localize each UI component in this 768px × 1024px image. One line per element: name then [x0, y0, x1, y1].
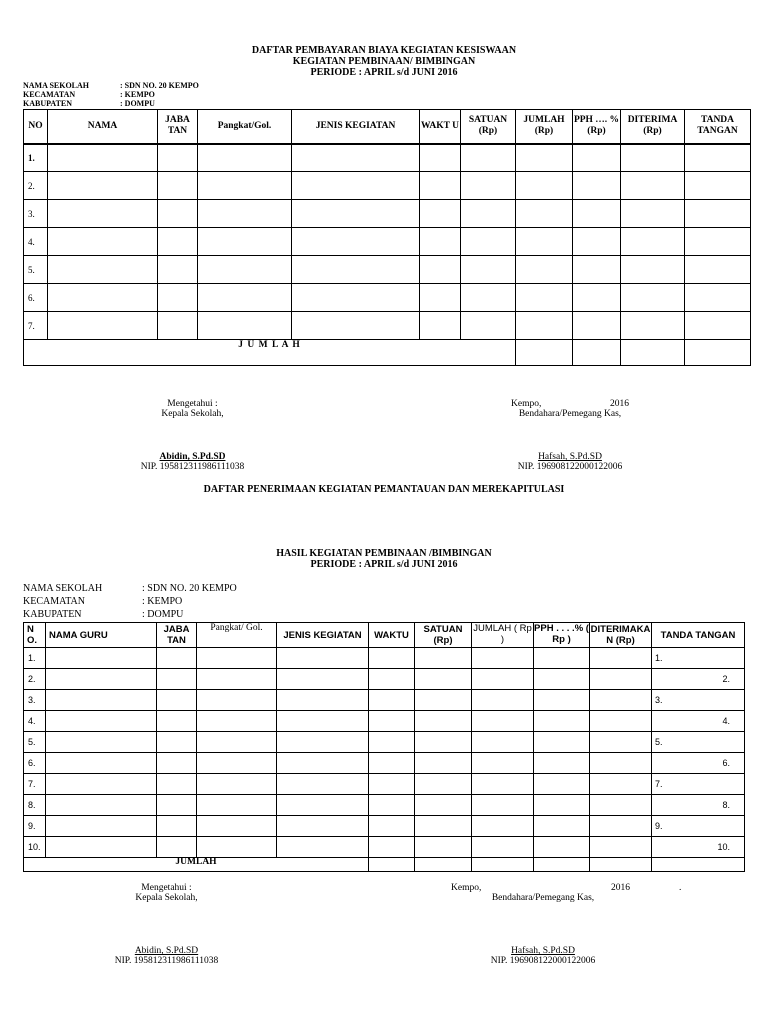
- row-number: 3.: [24, 200, 48, 228]
- section1-sign-right-place: [511, 399, 541, 409]
- table-row: [24, 669, 745, 690]
- header-diterima: DITERIMA (Rp): [621, 110, 685, 144]
- sign-role: Kepala Sekolah,: [161, 409, 224, 419]
- header-nama-guru: NAMA GURU: [46, 623, 157, 648]
- signature-slot: 3.: [652, 690, 745, 711]
- table-cell: [590, 732, 652, 753]
- signatory-name: Hafsah, S.Pd.SD: [511, 946, 575, 956]
- table-cell: [46, 774, 157, 795]
- table-row: [24, 816, 745, 837]
- section2-sign-left: [94, 883, 239, 903]
- table-cell: [46, 837, 157, 858]
- header-jumlah: JUMLAH (Rp): [516, 110, 573, 144]
- info-value: : DOMPU: [120, 99, 155, 108]
- table-cell: [197, 795, 277, 816]
- table-cell: [369, 711, 415, 732]
- section2-school-info: [23, 582, 237, 621]
- header-jabatan: JABA TAN: [158, 110, 198, 144]
- signature-slot: 2.: [652, 669, 745, 690]
- table-cell: [472, 690, 534, 711]
- info-value: : DOMPU: [142, 609, 184, 620]
- section2-sign-right-place: [451, 883, 481, 893]
- table-cell: [197, 669, 277, 690]
- section1-title: [0, 45, 768, 78]
- row-number: 3.: [24, 690, 46, 711]
- table-row: [24, 753, 745, 774]
- signatory-name: Abidin, S.Pd.SD: [159, 452, 226, 462]
- table-cell: [472, 648, 534, 669]
- table-cell: [534, 858, 590, 872]
- section1-sign-right-name: [490, 452, 650, 472]
- table-cell: [415, 690, 472, 711]
- table-cell: [277, 732, 369, 753]
- header-diterima: DITERIMAKA N (Rp): [590, 624, 651, 646]
- table-cell: [472, 858, 534, 872]
- table-cell: [534, 711, 590, 732]
- header-satuan: SATUAN (Rp): [461, 110, 516, 144]
- table-cell: [590, 837, 652, 858]
- table-cell: [197, 690, 277, 711]
- header-jumlah: JUMLAH ( Rp ): [472, 623, 534, 648]
- section2-title-line: PERIODE : APRIL s/d JUNI 2016: [310, 559, 458, 570]
- row-number: 6.: [24, 753, 46, 774]
- row-number: 1.: [24, 144, 48, 172]
- info-label: KECAMATAN: [23, 90, 76, 99]
- row-number: 10.: [24, 837, 46, 858]
- signatory-nip: NIP. 195812311986111038: [114, 956, 219, 966]
- signatory-name: Hafsah, S.Pd.SD: [538, 452, 602, 462]
- table-cell: [415, 732, 472, 753]
- row-number: 7.: [24, 312, 48, 340]
- signature-slot: 4.: [652, 711, 745, 732]
- section1-title-line: PERIODE : APRIL s/d JUNI 2016: [310, 67, 458, 78]
- info-value: : KEMPO: [142, 596, 183, 607]
- sign-place: Kempo,: [511, 399, 542, 409]
- total-label: J U M L A H: [24, 340, 516, 366]
- header-nama: NAMA: [48, 110, 158, 144]
- signature-slot: 7.: [652, 774, 745, 795]
- table-cell: [157, 753, 197, 774]
- row-number: 4.: [24, 711, 46, 732]
- table-row: [24, 284, 751, 312]
- sign-role: Bendahara/Pemegang Kas,: [518, 409, 622, 419]
- header-no: NO: [24, 110, 48, 144]
- section1-title-line: DAFTAR PEMBAYARAN BIAYA KEGIATAN KESISWAAN: [251, 45, 517, 56]
- table-row: [24, 228, 751, 256]
- row-number: 4.: [24, 228, 48, 256]
- info-label: KECAMATAN: [23, 596, 85, 607]
- table-cell: [415, 753, 472, 774]
- signature-slot: 9.: [652, 816, 745, 837]
- table-cell: [472, 816, 534, 837]
- sign-dot: .: [679, 883, 682, 893]
- table-cell: [157, 648, 197, 669]
- header-tanda-tangan: TANDA TANGAN: [685, 110, 751, 144]
- table-cell: [277, 648, 369, 669]
- table-cell: [534, 648, 590, 669]
- table-cell: [590, 753, 652, 774]
- table-cell: [534, 732, 590, 753]
- sign-role: Bendahara/Pemegang Kas,: [491, 893, 595, 903]
- table-cell: [590, 774, 652, 795]
- table-row: [24, 172, 751, 200]
- header-pangkat: Pangkat/Gol.: [198, 110, 292, 144]
- signatory-nip: NIP. 196908122000122006: [490, 956, 596, 966]
- table-cell: [277, 837, 369, 858]
- table-row: [24, 256, 751, 284]
- table-cell: [590, 669, 652, 690]
- table-cell: [590, 648, 652, 669]
- table-cell: [415, 816, 472, 837]
- header-pph: PPH …. % (Rp): [573, 110, 621, 144]
- table-row: [24, 774, 745, 795]
- table-cell: [46, 669, 157, 690]
- table-cell: [415, 837, 472, 858]
- header-tanda-tangan: TANDA TANGAN: [652, 623, 745, 648]
- table-cell: [415, 858, 472, 872]
- table-cell: [157, 795, 197, 816]
- table-cell: [197, 732, 277, 753]
- table-cell: [46, 816, 157, 837]
- table-row: [24, 200, 751, 228]
- sign-year: 2016: [611, 883, 630, 893]
- signatory-nip: NIP. 196908122000122006: [517, 462, 623, 472]
- table-cell: [472, 795, 534, 816]
- row-number: 5.: [24, 256, 48, 284]
- section2-title-line: HASIL KEGIATAN PEMBINAAN /BIMBINGAN: [276, 548, 492, 559]
- table-cell: [197, 753, 277, 774]
- table-cell: [590, 858, 652, 872]
- section1-sign-right-year: [610, 399, 629, 409]
- table-row: [24, 690, 745, 711]
- table-cell: [157, 816, 197, 837]
- section2-sign-right-role: [463, 893, 623, 903]
- table-cell: [415, 795, 472, 816]
- total-label: JUMLAH: [24, 858, 369, 872]
- signature-slot: 8.: [652, 795, 745, 816]
- row-number: 8.: [24, 795, 46, 816]
- table-cell: [46, 732, 157, 753]
- table-cell: [369, 753, 415, 774]
- signature-slot: 10.: [652, 837, 745, 858]
- table-cell: [415, 711, 472, 732]
- table-cell: [197, 711, 277, 732]
- header-no: N O.: [24, 623, 46, 648]
- table-row: [24, 837, 745, 858]
- section2-sign-right-dot: [679, 883, 681, 893]
- header-jenis-kegiatan: JENIS KEGIATAN: [292, 110, 420, 144]
- results-table: [23, 622, 745, 872]
- signature-slot: 6.: [652, 753, 745, 774]
- table-cell: [369, 669, 415, 690]
- table-row: [24, 795, 745, 816]
- table-cell: [534, 690, 590, 711]
- info-value: : SDN NO. 20 KEMPO: [120, 81, 199, 90]
- table-cell: [277, 774, 369, 795]
- table-cell: [197, 816, 277, 837]
- info-value: : SDN NO. 20 KEMPO: [142, 583, 237, 594]
- table-cell: [277, 816, 369, 837]
- sign-place: Kempo,: [451, 883, 482, 893]
- header-jenis-kegiatan: JENIS KEGIATAN: [277, 623, 369, 648]
- table-cell: [472, 837, 534, 858]
- payment-table-header: [24, 110, 751, 144]
- section2-sign-left-name: [94, 946, 239, 966]
- section2-sign-right-name: [463, 946, 623, 966]
- table-cell: [157, 732, 197, 753]
- signature-slot: 5.: [652, 732, 745, 753]
- info-label: NAMA SEKOLAH: [23, 583, 103, 594]
- table-cell: [369, 816, 415, 837]
- signatory-name: Abidin, S.Pd.SD: [134, 946, 199, 956]
- table-cell: [369, 648, 415, 669]
- table-row: [24, 732, 745, 753]
- table-cell: [197, 774, 277, 795]
- table-cell: [157, 837, 197, 858]
- section2-title: [0, 548, 768, 570]
- table-cell: [415, 669, 472, 690]
- middle-title: DAFTAR PENERIMAAN KEGIATAN PEMANTAUAN DAN MEREKAPITULASI: [203, 484, 565, 495]
- header-waktu: WAKTU: [369, 623, 415, 648]
- table-cell: [534, 753, 590, 774]
- table-cell: [590, 690, 652, 711]
- header-jabatan: JABA TAN: [157, 623, 197, 648]
- table-cell: [590, 711, 652, 732]
- sign-label: Mengetahui :: [141, 883, 192, 893]
- table-cell: [590, 795, 652, 816]
- section2-sign-right-year: [611, 883, 630, 893]
- table-row: [24, 312, 751, 340]
- table-cell: [472, 669, 534, 690]
- table-cell: [277, 753, 369, 774]
- sign-role: Kepala Sekolah,: [135, 893, 198, 903]
- info-value: : KEMPO: [120, 90, 155, 99]
- row-number: 2.: [24, 669, 46, 690]
- table-cell: [197, 837, 277, 858]
- table-cell: [415, 648, 472, 669]
- table-cell: [369, 837, 415, 858]
- table-cell: [157, 669, 197, 690]
- table-cell: [369, 858, 415, 872]
- sign-label: Mengetahui :: [167, 399, 218, 409]
- signature-slot: 1.: [652, 648, 745, 669]
- table-cell: [46, 711, 157, 732]
- table-cell: [534, 669, 590, 690]
- section1-title-line: KEGIATAN PEMBINAAN/ BIMBINGAN: [292, 56, 476, 67]
- section1-sign-left-name: [120, 452, 265, 472]
- payment-table: [23, 109, 751, 366]
- table-cell: [277, 795, 369, 816]
- info-label: KABUPATEN: [23, 609, 82, 620]
- table-cell: [534, 816, 590, 837]
- table-row: [24, 711, 745, 732]
- table-cell: [472, 711, 534, 732]
- section1-sign-left: [120, 399, 265, 419]
- info-label: KABUPATEN: [23, 99, 73, 108]
- table-cell: [534, 795, 590, 816]
- row-number: 7.: [24, 774, 46, 795]
- header-satuan: SATUAN (Rp): [415, 623, 472, 648]
- table-cell: [534, 837, 590, 858]
- row-number: 1.: [24, 648, 46, 669]
- table-cell: [46, 648, 157, 669]
- info-label: NAMA SEKOLAH: [23, 81, 90, 90]
- section1-sign-right-role: [490, 409, 650, 419]
- row-number: 5.: [24, 732, 46, 753]
- table-cell: [197, 648, 277, 669]
- results-table-header: [24, 623, 745, 648]
- row-number: 2.: [24, 172, 48, 200]
- table-cell: [472, 774, 534, 795]
- table-cell: [369, 732, 415, 753]
- row-number: 9.: [24, 816, 46, 837]
- header-pph: PPH . . . .% ( Rp ): [534, 623, 590, 648]
- table-cell: [534, 774, 590, 795]
- table-cell: [472, 732, 534, 753]
- table-cell: [369, 774, 415, 795]
- table-cell: [46, 753, 157, 774]
- table-cell: [415, 774, 472, 795]
- total-row: [24, 858, 745, 872]
- table-cell: [157, 690, 197, 711]
- table-cell: [369, 795, 415, 816]
- sign-year: 2016: [610, 399, 629, 409]
- table-row: [24, 144, 751, 172]
- row-number: 6.: [24, 284, 48, 312]
- table-cell: [369, 690, 415, 711]
- table-cell: [157, 711, 197, 732]
- section1-school-info: [23, 81, 199, 108]
- table-cell: [46, 690, 157, 711]
- signatory-nip: NIP. 195812311986111038: [140, 462, 245, 472]
- table-cell: [472, 753, 534, 774]
- table-cell: [277, 690, 369, 711]
- table-cell: [46, 795, 157, 816]
- header-pangkat: Pangkat/ Gol.: [197, 623, 277, 648]
- table-cell: [652, 858, 745, 872]
- table-cell: [590, 816, 652, 837]
- table-cell: [277, 669, 369, 690]
- table-row: [24, 648, 745, 669]
- total-row: [24, 340, 751, 366]
- header-waktu: WAKT U: [420, 110, 461, 144]
- table-cell: [277, 711, 369, 732]
- table-cell: [157, 774, 197, 795]
